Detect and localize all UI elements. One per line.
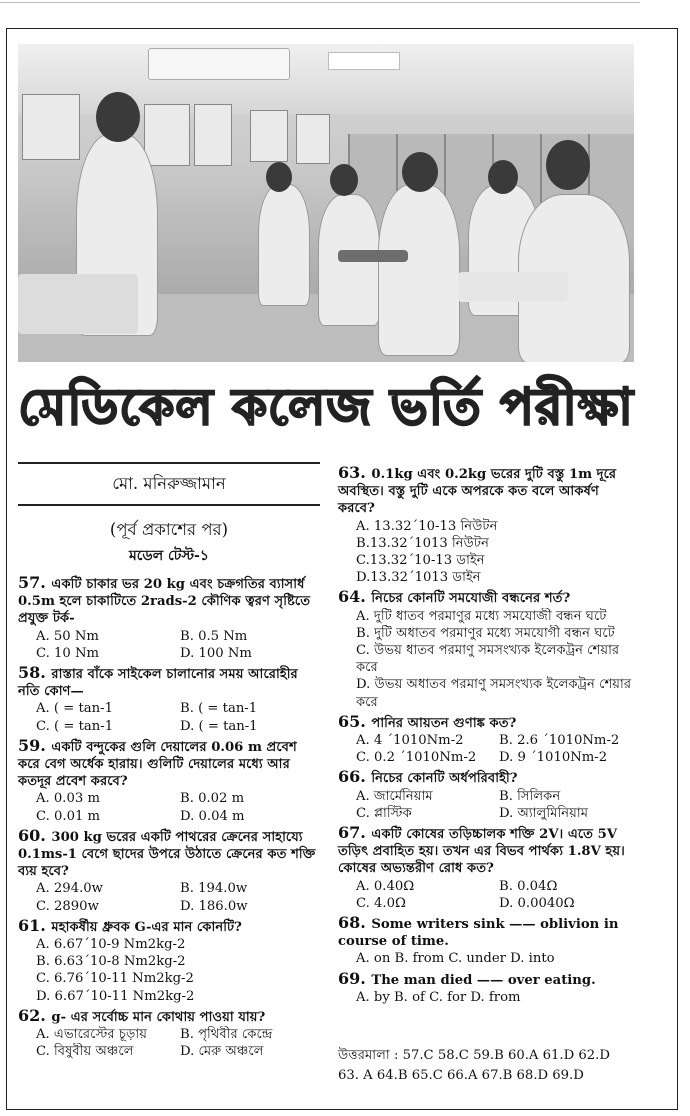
wall-poster xyxy=(144,104,190,166)
option: C. 0.2 ´1010Nm-2 xyxy=(356,750,477,766)
option: A. 0.40Ω xyxy=(356,878,415,894)
question-number: 60. xyxy=(18,825,52,845)
answer-key xyxy=(338,1046,638,1086)
headline: মেডিকেল কলেজ ভর্তি পরীক্ষা xyxy=(18,378,634,436)
option: B. 2.6 ´1010Nm-2 xyxy=(499,733,620,749)
right-column xyxy=(338,462,638,1006)
wall-poster xyxy=(22,94,80,160)
question-text: মহাকর্ষীয় ধ্রুবক G-এর মান কোনটি? xyxy=(51,919,242,935)
option: D. মেরু অঞ্চলে xyxy=(180,1044,264,1060)
option: D. 0.0040Ω xyxy=(499,895,575,911)
question-text: নিচের কোনটি সমযোজী বন্ধনের শর্ত? xyxy=(371,591,571,607)
question-number: 57. xyxy=(18,573,52,592)
option: A. 50 Nm xyxy=(36,628,99,644)
options xyxy=(338,732,638,766)
question-number: 63. xyxy=(338,463,372,482)
question-number: 68. xyxy=(338,913,372,933)
student-head xyxy=(330,164,358,196)
student-desk xyxy=(338,250,408,262)
option: D. 100 Nm xyxy=(180,645,252,661)
option: C. প্লাস্টিক xyxy=(356,805,412,821)
option: B. 0.02 m xyxy=(180,791,245,807)
question-number: 58. xyxy=(18,663,52,683)
option: C. 2890w xyxy=(36,898,99,914)
left-column xyxy=(18,572,320,1060)
options xyxy=(18,936,320,1005)
option: D. ( = tan-1 xyxy=(180,718,258,734)
author-name: মো. মনিরুজ্জামান xyxy=(112,474,226,493)
question-text: একটি কোষের তড়িচ্চালক শক্তি 2V। এতে 5V তড়িৎ প্রবাহিত হয়। তখন এর বিভব পার্থক্য 1.8V হয়। কোষের অভ্যন্তরীণ রোধ কত? xyxy=(338,827,625,877)
question-number: 61. xyxy=(18,915,52,935)
top-rule xyxy=(0,2,640,3)
student-desk xyxy=(458,272,568,302)
option: C. 4.0Ω xyxy=(356,895,406,911)
question-number: 67. xyxy=(338,823,372,843)
question-text: 300 kg ভরের একটি পাথরের ক্রেনের সাহায্যে 0.1ms-1 বেগে ছাদের উপরে উঠাতে ক্রেনের কত শক্তি ব্যয় হবে? xyxy=(18,829,316,880)
question-text: পানির আয়তন গুণাঙ্ক কত? xyxy=(371,715,517,731)
option: D. 9 ´1010Nm-2 xyxy=(499,750,608,766)
option: D. 6.67´10-11 Nm2kg-2 xyxy=(36,988,195,1004)
option: A. 0.03 m xyxy=(36,791,100,807)
question xyxy=(18,1007,320,1026)
question-number: 62. xyxy=(18,1005,52,1025)
option: B. 194.0w xyxy=(180,881,248,897)
wall-poster xyxy=(250,110,288,162)
options xyxy=(338,608,638,711)
air-conditioner xyxy=(148,48,290,80)
student-head xyxy=(488,160,518,194)
question xyxy=(18,574,320,628)
question-number: 65. xyxy=(338,711,372,731)
question-number: 59. xyxy=(18,735,52,755)
question xyxy=(338,588,638,607)
ceiling-light xyxy=(328,52,400,70)
option: A. 6.67´10-9 Nm2kg-2 xyxy=(36,937,186,953)
option: C. 6.76´10-11 Nm2kg-2 xyxy=(36,971,194,987)
model-test-title: মডেল টেস্ট-১ xyxy=(129,548,209,564)
question xyxy=(18,827,320,881)
front-desk xyxy=(18,274,138,334)
options xyxy=(18,880,320,914)
options xyxy=(338,878,638,912)
rule xyxy=(18,462,320,464)
wall-poster xyxy=(194,104,232,166)
options xyxy=(18,628,320,662)
option: D. অ্যালুমিনিয়াম xyxy=(499,805,589,821)
option: C. 10 Nm xyxy=(36,645,100,661)
options xyxy=(18,790,320,824)
question-text: একটি বন্দুকের গুলি দেয়ালের 0.06 m প্রবেশ করে বেগ অর্ধেক হারায়। গুলিটি দেয়ালের মধ্যে আর কতদূর প্রবেশ করবে? xyxy=(18,739,297,790)
option: B. সিলিকন xyxy=(499,788,561,804)
options xyxy=(18,1026,320,1060)
option: B. 6.63´10-8 Nm2kg-2 xyxy=(36,954,186,970)
option: C. 0.01 m xyxy=(36,808,101,824)
option: A. দুটি ধাতব পরমাণুর মধ্যে সমযোজী বন্ধন ঘটে xyxy=(356,608,607,624)
question xyxy=(338,713,638,732)
question xyxy=(18,917,320,936)
options xyxy=(338,989,638,1006)
option: C. উভয় ধাতব পরমাণু সমসংখ্যক ইলেকট্রন শেয়ার করে xyxy=(356,643,620,676)
rule xyxy=(18,504,320,506)
option: B.13.32´1013 নিউটন xyxy=(356,535,489,551)
option: B. ( = tan-1 xyxy=(180,701,258,717)
student-head xyxy=(546,140,590,190)
question xyxy=(338,464,638,518)
question-text: একটি চাকার ভর 20 kg এবং চক্রগতির ব্যাসার্ধ 0.5m হলে চাকাটিতে 2rads-2 কৌণিক ত্বরণ সৃষ্টিতে প্রযুক্ত টর্ক- xyxy=(18,577,311,627)
option: A. জার্মেনিয়াম xyxy=(356,788,433,804)
question-number: 69. xyxy=(338,968,372,988)
options xyxy=(18,700,320,734)
option: A. 294.0w xyxy=(36,881,103,897)
option: A. এভারেস্টের চূড়ায় xyxy=(36,1027,147,1043)
student-figure xyxy=(258,184,310,306)
option: A. on B. from C. under D. into xyxy=(356,951,555,967)
option: B. 0.5 Nm xyxy=(180,628,248,644)
question xyxy=(338,768,638,787)
option: C. বিষুবীয় অঞ্চলে xyxy=(36,1044,134,1060)
question xyxy=(18,664,320,700)
option: D. উভয় অধাতব পরমাণু সমসংখ্যক ইলেকট্রন শেয়ার করে xyxy=(356,677,632,710)
option: A. 13.32´10-13 নিউটন xyxy=(356,518,498,534)
option: C. ( = tan-1 xyxy=(36,718,114,734)
question xyxy=(338,970,638,989)
question-number: 66. xyxy=(338,767,372,787)
question-text: নিচের কোনটি অর্ধপরিবাহী? xyxy=(371,771,518,787)
student-head xyxy=(266,162,292,192)
answer-key-line: উত্তরমালা : 57.C 58.C 59.B 60.A 61.D 62.D xyxy=(338,1048,610,1063)
question-text: 0.1kg এবং 0.2kg ভরের দুটি বস্তু 1m দূরে অবস্থিত। বস্তু দুটি একে অপরকে কত বলে আকর্ষণ করবে? xyxy=(338,467,617,517)
option: D. 0.04 m xyxy=(180,808,245,824)
option: D. 186.0w xyxy=(180,898,248,914)
answer-key-line: 63. A 64.B 65.C 66.A 67.B 68.D 69.D xyxy=(338,1068,584,1083)
teacher-head xyxy=(96,92,140,142)
student-figure xyxy=(378,184,460,356)
option: A. by B. of C. for D. from xyxy=(356,989,521,1005)
student-head xyxy=(402,152,438,192)
option: B. দুটি অধাতব পরমাণুর মধ্যে সমযোগী বন্ধন ঘটে xyxy=(356,625,615,641)
question-text: Some writers sink —— oblivion in course of time. xyxy=(338,917,619,950)
question xyxy=(18,737,320,791)
option: D.13.32´1013 ডাইন xyxy=(356,570,481,586)
question-text: g- এর সর্বোচ্চ মান কোথায় পাওয়া যায়? xyxy=(51,1009,266,1025)
option: B. পৃথিবীর কেন্দ্রে xyxy=(180,1027,273,1043)
option: C.13.32´10-13 ডাইন xyxy=(356,553,485,569)
classroom-photo xyxy=(18,44,634,362)
option: B. 0.04Ω xyxy=(499,878,558,894)
wall-poster xyxy=(296,114,330,164)
options xyxy=(338,518,638,587)
question-text: The man died —— over eating. xyxy=(371,972,596,988)
continued-note: (পূর্ব প্রকাশের পর) xyxy=(109,520,229,539)
options xyxy=(338,788,638,822)
question-number: 64. xyxy=(338,587,372,607)
options xyxy=(338,950,638,967)
question xyxy=(338,914,638,950)
question-text: রাস্তার বাঁকে সাইকেল চালানোর সময় আরোহীর নতি কোণ— xyxy=(18,667,298,700)
option: A. 4 ´1010Nm-2 xyxy=(356,733,464,749)
question xyxy=(338,824,638,878)
option: A. ( = tan-1 xyxy=(36,701,113,717)
